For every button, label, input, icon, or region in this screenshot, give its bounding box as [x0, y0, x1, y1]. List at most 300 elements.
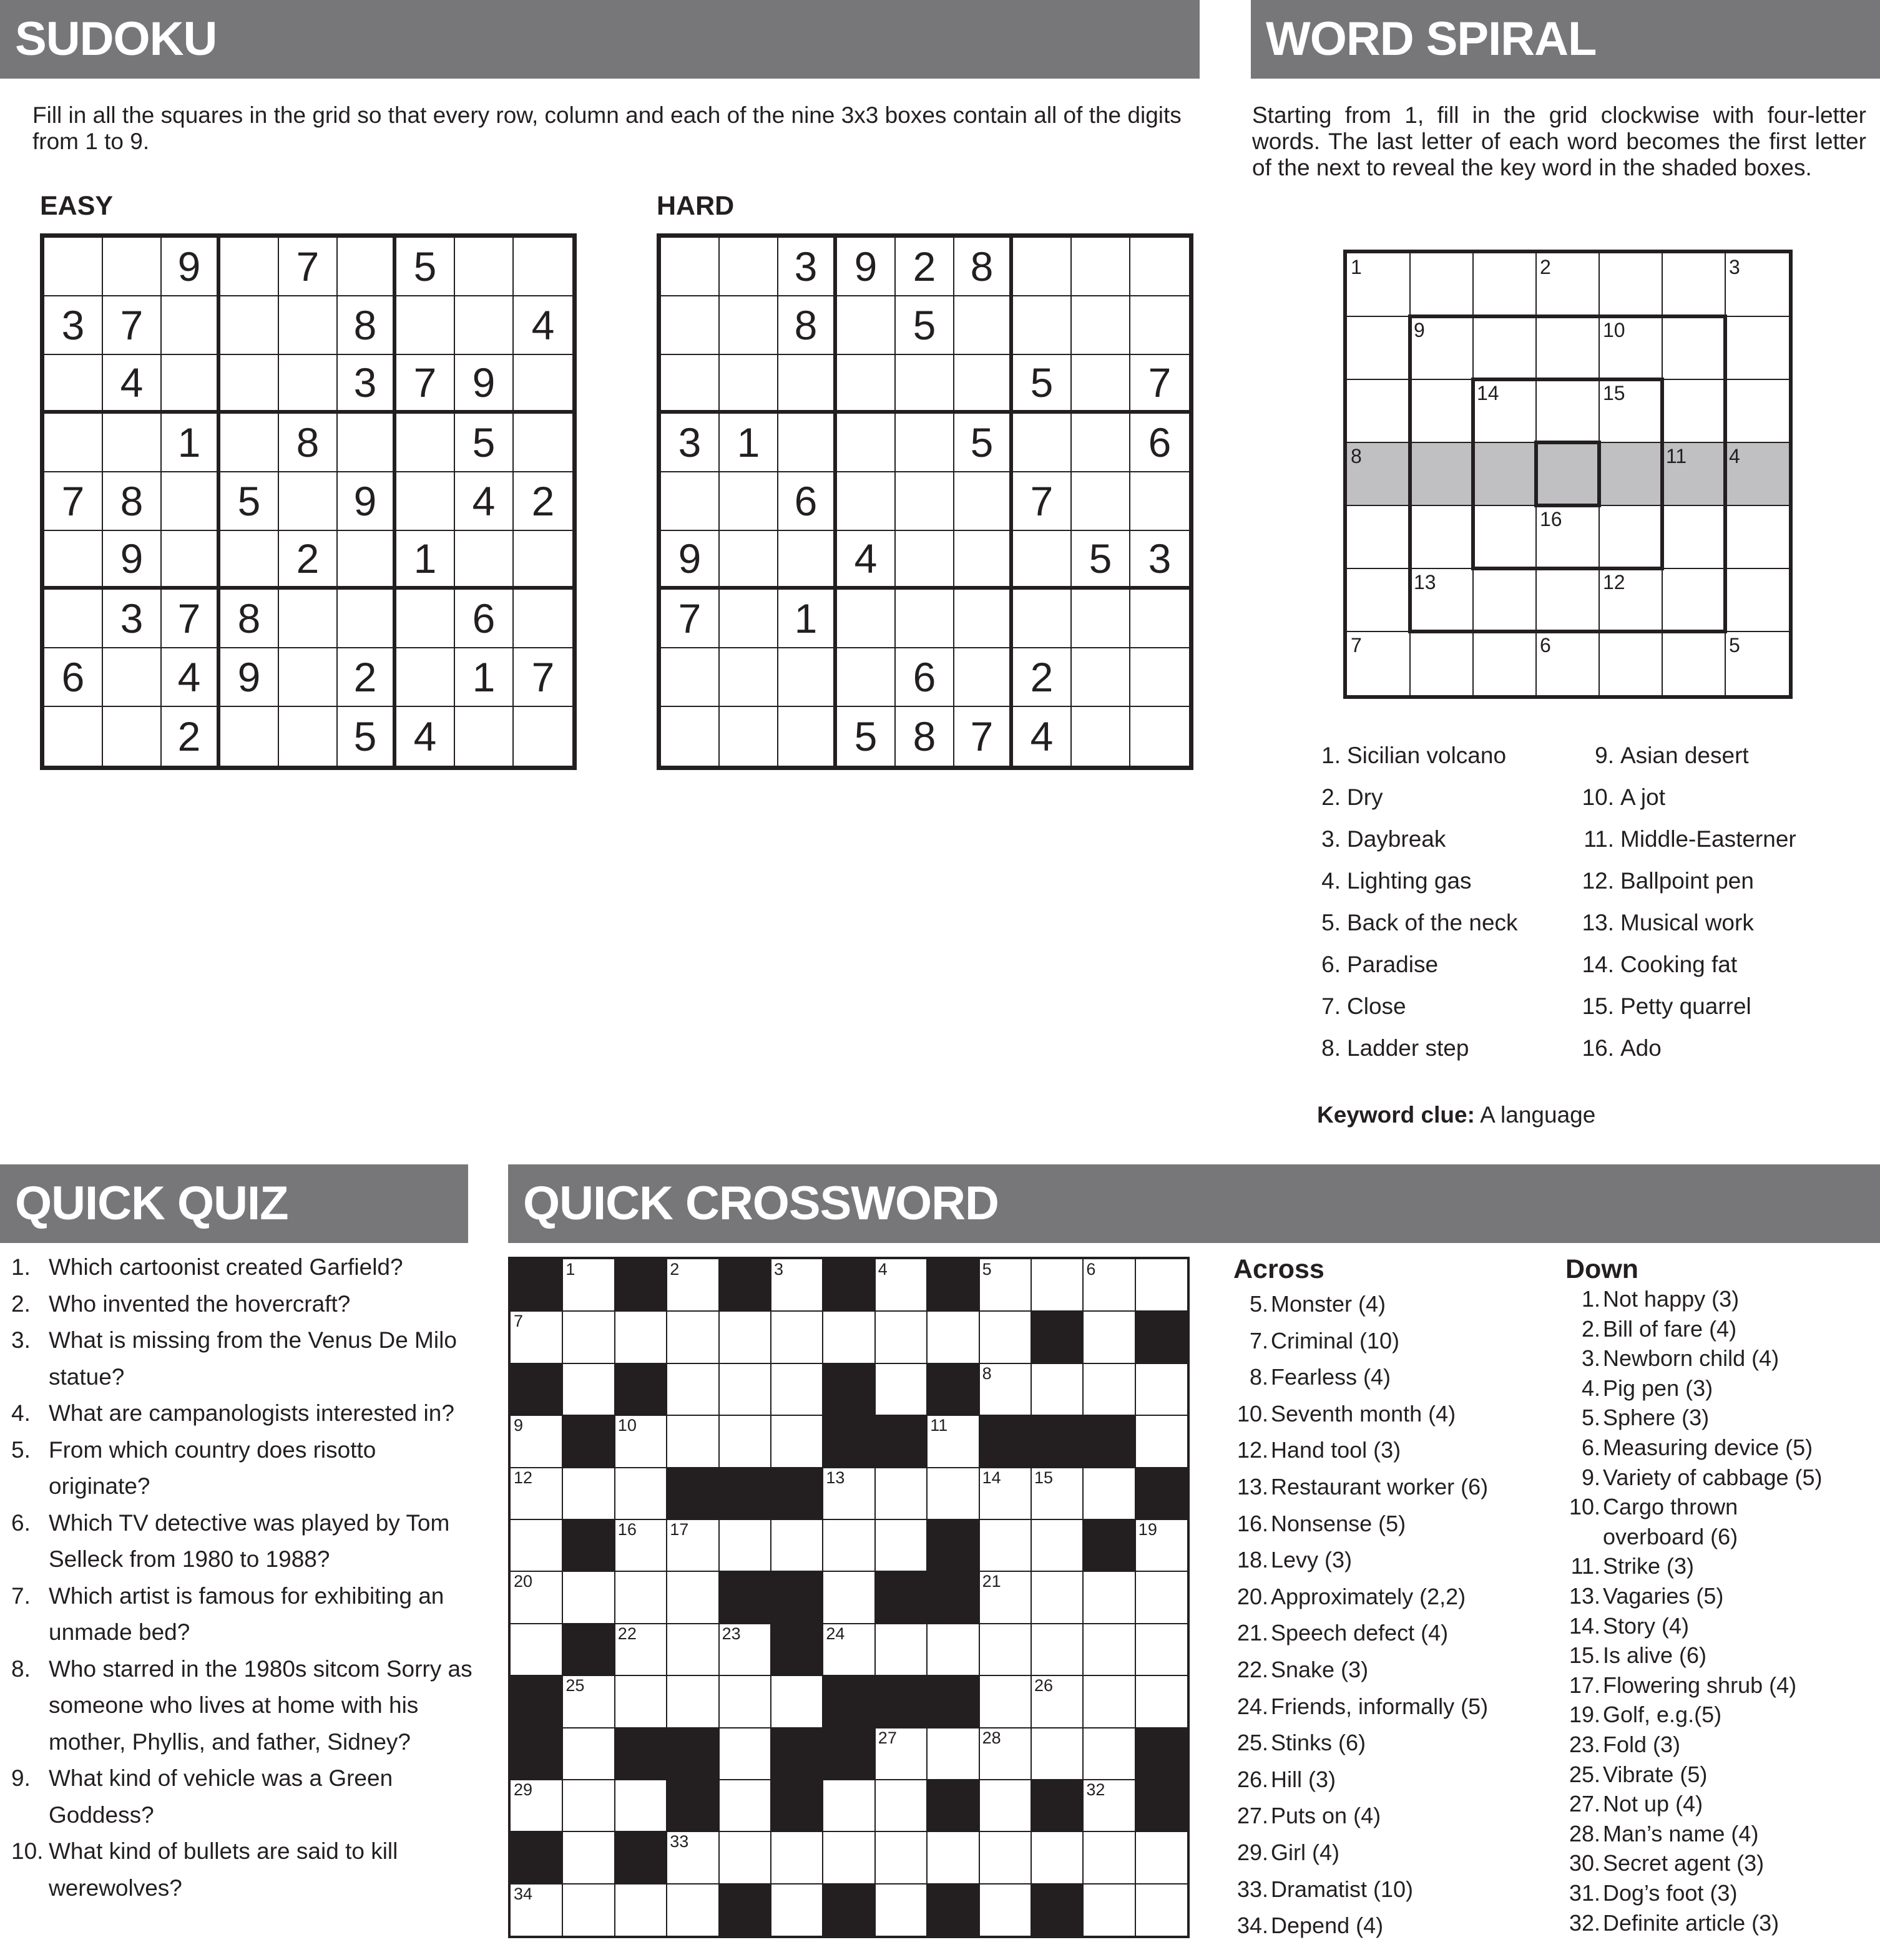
crossword-cell[interactable] — [562, 1468, 615, 1520]
crossword-cell[interactable] — [1031, 1675, 1084, 1728]
spiral-cell[interactable] — [1473, 505, 1536, 568]
sudoku-cell[interactable] — [1072, 296, 1130, 355]
sudoku-cell[interactable] — [720, 238, 778, 296]
sudoku-cell[interactable] — [103, 707, 162, 766]
crossword-cell[interactable] — [771, 1363, 823, 1416]
sudoku-cell[interactable] — [896, 531, 954, 590]
crossword-clue — [1564, 1700, 1721, 1730]
crossword-cell[interactable] — [562, 1884, 615, 1936]
spiral-cell[interactable] — [1347, 379, 1410, 442]
crossword-cell[interactable] — [823, 1831, 875, 1884]
sudoku-cell: 9 — [103, 531, 162, 590]
crossword-cell[interactable] — [511, 1415, 563, 1468]
sudoku-cell[interactable] — [896, 355, 954, 414]
spiral-cell[interactable] — [1473, 631, 1536, 695]
crossword-cell[interactable] — [511, 1468, 563, 1520]
question-text: Who starred in the 1980s sitcom Sorry as someone who lives at home with his mother, Phyllis, and father, Sidney? — [49, 1655, 472, 1755]
crossword-cell[interactable] — [1031, 1519, 1084, 1572]
spiral-cell-number: 14 — [1477, 382, 1499, 404]
question-number: 5. — [11, 1436, 31, 1463]
crossword-cell[interactable] — [615, 1468, 667, 1520]
keyword-clue-text: A language — [1474, 1102, 1596, 1128]
crossword-cell[interactable] — [562, 1675, 615, 1728]
crossword-cell[interactable] — [979, 1519, 1032, 1572]
crossword-cell[interactable] — [927, 1311, 979, 1363]
crossword-cell[interactable] — [1135, 1415, 1188, 1468]
sudoku-cell[interactable] — [396, 472, 455, 531]
sudoku-cell[interactable] — [455, 531, 514, 590]
spiral-cell[interactable] — [1599, 631, 1662, 695]
crossword-cell[interactable] — [979, 1780, 1032, 1832]
crossword-cell[interactable] — [1083, 1468, 1135, 1520]
crossword-cell[interactable] — [771, 1259, 823, 1312]
spiral-cell[interactable] — [1536, 442, 1599, 505]
sudoku-cell: 4 — [103, 355, 162, 414]
spiral-cell[interactable] — [1536, 568, 1599, 631]
spiral-cell[interactable] — [1473, 316, 1536, 379]
sudoku-cell[interactable] — [44, 238, 103, 296]
crossword-cell[interactable] — [1083, 1780, 1135, 1832]
clue-number: 16. — [1582, 1035, 1614, 1061]
crossword-cell[interactable] — [979, 1884, 1032, 1936]
sudoku-cell[interactable] — [44, 414, 103, 472]
spiral-cell[interactable] — [1599, 253, 1662, 316]
crossword-cell[interactable] — [511, 1519, 563, 1572]
crossword-cell[interactable] — [1083, 1728, 1135, 1780]
sudoku-cell[interactable] — [279, 355, 338, 414]
sudoku-cell[interactable] — [220, 238, 279, 296]
crossword-cell-number: 1 — [565, 1260, 575, 1279]
crossword-cell[interactable] — [1031, 1363, 1084, 1416]
crossword-clue — [1564, 1551, 1694, 1581]
sudoku-cell[interactable] — [338, 238, 396, 296]
sudoku-cell[interactable] — [720, 296, 778, 355]
sudoku-cell[interactable] — [220, 414, 279, 472]
sudoku-cell[interactable] — [720, 590, 778, 648]
sudoku-cell[interactable] — [1072, 648, 1130, 707]
sudoku-cell[interactable] — [778, 414, 837, 472]
quiz-question — [11, 1322, 473, 1395]
sudoku-cell[interactable] — [778, 707, 837, 766]
crossword-cell[interactable] — [979, 1571, 1032, 1624]
sudoku-cell[interactable] — [720, 355, 778, 414]
spiral-clue — [1308, 952, 1438, 978]
crossword-cell[interactable] — [562, 1831, 615, 1884]
crossword-cell[interactable] — [1135, 1259, 1188, 1312]
sudoku-cell[interactable] — [720, 472, 778, 531]
sudoku-cell[interactable] — [837, 414, 896, 472]
sudoku-cell: 2 — [162, 707, 220, 766]
crossword-grid — [508, 1257, 1190, 1938]
crossword-cell[interactable] — [1083, 1831, 1135, 1884]
sudoku-cell[interactable] — [954, 472, 1013, 531]
sudoku-cell[interactable] — [896, 472, 954, 531]
sudoku-cell[interactable] — [1130, 472, 1189, 531]
clue-text: Pig pen (3) — [1603, 1375, 1713, 1401]
sudoku-cell[interactable] — [396, 296, 455, 355]
sudoku-instructions: Fill in all the squares in the grid so that every row, column and each of the nine 3x3 boxes contain all of the digits from 1 to 9. — [32, 102, 1182, 154]
crossword-cell[interactable] — [511, 1571, 563, 1624]
sudoku-cell[interactable] — [661, 707, 720, 766]
sudoku-cell[interactable] — [220, 707, 279, 766]
spiral-cell[interactable] — [1725, 316, 1788, 379]
crossword-cell[interactable] — [1135, 1571, 1188, 1624]
crossword-cell[interactable] — [615, 1415, 667, 1468]
crossword-cell[interactable] — [823, 1468, 875, 1520]
spiral-cell[interactable] — [1536, 379, 1599, 442]
sudoku-cell[interactable] — [1130, 707, 1189, 766]
crossword-cell[interactable] — [979, 1728, 1032, 1780]
crossword-cell[interactable] — [615, 1884, 667, 1936]
crossword-cell[interactable] — [615, 1519, 667, 1572]
sudoku-cell[interactable] — [720, 707, 778, 766]
crossword-cell[interactable] — [615, 1311, 667, 1363]
spiral-cell[interactable] — [1473, 442, 1536, 505]
sudoku-cell[interactable] — [396, 414, 455, 472]
sudoku-cell[interactable] — [778, 355, 837, 414]
crossword-cell[interactable] — [667, 1624, 719, 1676]
crossword-cell[interactable] — [511, 1780, 563, 1832]
sudoku-cell[interactable] — [279, 472, 338, 531]
crossword-cell[interactable] — [1135, 1363, 1188, 1416]
crossword-clue — [1564, 1908, 1779, 1938]
crossword-cell[interactable] — [823, 1571, 875, 1624]
sudoku-cell[interactable] — [837, 296, 896, 355]
spiral-cell[interactable] — [1662, 253, 1725, 316]
crossword-cell[interactable] — [1083, 1624, 1135, 1676]
crossword-cell[interactable] — [562, 1728, 615, 1780]
crossword-cell[interactable] — [1031, 1728, 1084, 1780]
crossword-cell[interactable] — [1135, 1675, 1188, 1728]
sudoku-cell[interactable] — [954, 590, 1013, 648]
crossword-cell[interactable] — [979, 1831, 1032, 1884]
crossword-cell[interactable] — [719, 1831, 771, 1884]
spiral-cell[interactable] — [1662, 379, 1725, 442]
crossword-cell[interactable] — [562, 1571, 615, 1624]
crossword-cell[interactable] — [667, 1675, 719, 1728]
crossword-cell[interactable] — [1135, 1831, 1188, 1884]
sudoku-cell[interactable] — [1013, 414, 1072, 472]
sudoku-cell[interactable] — [455, 707, 514, 766]
crossword-cell[interactable] — [875, 1831, 928, 1884]
sudoku-cell[interactable] — [514, 238, 572, 296]
clue-number: 10. — [1569, 1494, 1600, 1520]
crossword-cell[interactable] — [1031, 1468, 1084, 1520]
crossword-cell[interactable] — [667, 1259, 719, 1312]
crossword-cell[interactable] — [875, 1259, 928, 1312]
crossword-cell[interactable] — [1083, 1311, 1135, 1363]
sudoku-cell[interactable] — [455, 238, 514, 296]
spiral-cell[interactable] — [1410, 631, 1473, 695]
crossword-cell[interactable] — [979, 1624, 1032, 1676]
crossword-cell[interactable] — [615, 1571, 667, 1624]
spiral-cell[interactable] — [1473, 253, 1536, 316]
clue-text: Golf, e.g.(5) — [1603, 1702, 1722, 1728]
sudoku-cell[interactable] — [1072, 590, 1130, 648]
crossword-cell[interactable] — [719, 1363, 771, 1416]
crossword-black-square — [615, 1728, 667, 1780]
crossword-cell-number: 12 — [514, 1468, 533, 1487]
crossword-cell[interactable] — [615, 1624, 667, 1676]
spiral-cell[interactable] — [1473, 568, 1536, 631]
sudoku-cell[interactable] — [661, 472, 720, 531]
crossword-cell[interactable] — [719, 1519, 771, 1572]
crossword-black-square — [719, 1884, 771, 1936]
crossword-cell[interactable] — [823, 1624, 875, 1676]
crossword-cell[interactable] — [927, 1831, 979, 1884]
sudoku-cell[interactable] — [1072, 414, 1130, 472]
sudoku-cell: 7 — [279, 238, 338, 296]
spiral-cell[interactable] — [1725, 505, 1788, 568]
spiral-cell[interactable] — [1662, 505, 1725, 568]
spiral-cell[interactable] — [1347, 505, 1410, 568]
crossword-cell[interactable] — [875, 1468, 928, 1520]
down-heading: Down — [1565, 1254, 1639, 1284]
crossword-cell-number: 28 — [982, 1728, 1001, 1747]
sudoku-cell[interactable] — [44, 707, 103, 766]
sudoku-cell[interactable] — [338, 414, 396, 472]
crossword-cell[interactable] — [1031, 1571, 1084, 1624]
crossword-cell[interactable] — [1083, 1571, 1135, 1624]
crossword-cell[interactable] — [562, 1259, 615, 1312]
crossword-cell[interactable] — [667, 1311, 719, 1363]
crossword-cell[interactable] — [667, 1831, 719, 1884]
sudoku-cell[interactable] — [396, 648, 455, 707]
sudoku-cell[interactable] — [837, 648, 896, 707]
sudoku-cell[interactable] — [1130, 296, 1189, 355]
crossword-cell[interactable] — [875, 1363, 928, 1416]
sudoku-cell[interactable] — [220, 531, 279, 590]
sudoku-cell[interactable] — [514, 414, 572, 472]
crossword-cell[interactable] — [927, 1728, 979, 1780]
sudoku-cell[interactable] — [1072, 707, 1130, 766]
clue-text: Friends, informally (5) — [1271, 1693, 1489, 1719]
crossword-cell[interactable] — [1031, 1624, 1084, 1676]
sudoku-cell[interactable] — [778, 531, 837, 590]
spiral-cell[interactable] — [1662, 316, 1725, 379]
sudoku-cell[interactable] — [162, 472, 220, 531]
crossword-black-square — [615, 1831, 667, 1884]
sudoku-cell[interactable] — [1013, 296, 1072, 355]
crossword-cell[interactable] — [771, 1675, 823, 1728]
sudoku-cell[interactable] — [220, 296, 279, 355]
sudoku-cell[interactable] — [162, 355, 220, 414]
sudoku-cell[interactable] — [103, 238, 162, 296]
clue-text: Close — [1347, 993, 1406, 1019]
crossword-cell[interactable] — [511, 1311, 563, 1363]
sudoku-cell[interactable] — [220, 355, 279, 414]
crossword-black-square — [562, 1415, 615, 1468]
sudoku-cell[interactable] — [954, 296, 1013, 355]
sudoku-cell[interactable] — [954, 355, 1013, 414]
spiral-cell[interactable] — [1662, 568, 1725, 631]
spiral-cell[interactable] — [1410, 505, 1473, 568]
sudoku-cell[interactable] — [1072, 238, 1130, 296]
crossword-cell[interactable] — [875, 1624, 928, 1676]
clue-number: 31. — [1569, 1880, 1600, 1906]
spiral-cell[interactable] — [1347, 568, 1410, 631]
crossword-cell[interactable] — [823, 1780, 875, 1832]
sudoku-cell[interactable] — [720, 531, 778, 590]
crossword-cell[interactable] — [1135, 1884, 1188, 1936]
clue-text: Monster (4) — [1271, 1291, 1386, 1317]
crossword-cell[interactable] — [771, 1519, 823, 1572]
sudoku-cell[interactable] — [661, 355, 720, 414]
sudoku-cell[interactable] — [103, 414, 162, 472]
crossword-cell[interactable] — [615, 1780, 667, 1832]
clue-number: 27. — [1236, 1803, 1268, 1829]
crossword-cell[interactable] — [1031, 1259, 1084, 1312]
sudoku-cell: 5 — [1072, 531, 1130, 590]
crossword-cell[interactable] — [667, 1363, 719, 1416]
sudoku-cell[interactable] — [1013, 238, 1072, 296]
sudoku-cell[interactable] — [103, 648, 162, 707]
crossword-cell[interactable] — [771, 1831, 823, 1884]
clue-text: Fearless (4) — [1271, 1364, 1391, 1390]
sudoku-cell[interactable] — [896, 590, 954, 648]
crossword-cell[interactable] — [979, 1675, 1032, 1728]
sudoku-cell[interactable] — [896, 414, 954, 472]
crossword-cell[interactable] — [979, 1363, 1032, 1416]
spiral-cell[interactable] — [1410, 379, 1473, 442]
crossword-cell[interactable] — [823, 1519, 875, 1572]
crossword-cell[interactable] — [927, 1415, 979, 1468]
sudoku-cell[interactable] — [661, 296, 720, 355]
crossword-cell[interactable] — [1031, 1831, 1084, 1884]
crossword-cell[interactable] — [719, 1311, 771, 1363]
crossword-cell[interactable] — [875, 1519, 928, 1572]
crossword-cell[interactable] — [1083, 1363, 1135, 1416]
spiral-cell[interactable] — [1599, 505, 1662, 568]
crossword-cell[interactable] — [1083, 1259, 1135, 1312]
sudoku-cell[interactable] — [1130, 238, 1189, 296]
sudoku-cell: 8 — [220, 590, 279, 648]
crossword-cell[interactable] — [771, 1415, 823, 1468]
clue-text: Cargo thrown — [1603, 1494, 1738, 1520]
sudoku-cell[interactable] — [954, 531, 1013, 590]
spiral-cell[interactable] — [1536, 316, 1599, 379]
crossword-cell[interactable] — [719, 1728, 771, 1780]
clue-text: Nonsense (5) — [1271, 1510, 1406, 1536]
crossword-cell[interactable] — [562, 1311, 615, 1363]
sudoku-cell[interactable] — [514, 590, 572, 648]
crossword-cell[interactable] — [511, 1884, 563, 1936]
crossword-cell[interactable] — [1135, 1519, 1188, 1572]
crossword-cell[interactable] — [719, 1780, 771, 1832]
sudoku-cell[interactable] — [1130, 648, 1189, 707]
clue-number: 12. — [1236, 1437, 1268, 1463]
sudoku-cell[interactable] — [279, 648, 338, 707]
crossword-cell[interactable] — [719, 1675, 771, 1728]
crossword-cell[interactable] — [667, 1884, 719, 1936]
sudoku-cell[interactable] — [162, 296, 220, 355]
sudoku-cell[interactable] — [279, 296, 338, 355]
crossword-cell[interactable] — [667, 1415, 719, 1468]
sudoku-cell[interactable] — [514, 707, 572, 766]
crossword-cell[interactable] — [875, 1780, 928, 1832]
sudoku-cell[interactable] — [162, 531, 220, 590]
crossword-cell[interactable] — [667, 1519, 719, 1572]
sudoku-cell[interactable] — [1072, 355, 1130, 414]
word-spiral-instructions: Starting from 1, fill in the grid clockwise with four-letter words. The last letter of each word becomes the first letter of the next to reveal the key word in the shaded boxes. — [1252, 102, 1866, 180]
crossword-cell[interactable] — [511, 1624, 563, 1676]
sudoku-cell[interactable] — [44, 531, 103, 590]
clue-text: Ladder step — [1347, 1035, 1469, 1061]
clue-text: Lighting gas — [1347, 868, 1472, 894]
sudoku-cell[interactable] — [1072, 472, 1130, 531]
crossword-cell[interactable] — [1083, 1884, 1135, 1936]
crossword-cell[interactable] — [979, 1259, 1032, 1312]
spiral-cell[interactable] — [1347, 316, 1410, 379]
crossword-cell[interactable] — [667, 1571, 719, 1624]
sudoku-cell[interactable] — [279, 707, 338, 766]
spiral-cell[interactable] — [1662, 631, 1725, 695]
quiz-question — [11, 1249, 473, 1286]
crossword-cell[interactable] — [562, 1780, 615, 1832]
sudoku-cell[interactable] — [661, 648, 720, 707]
crossword-cell[interactable] — [823, 1311, 875, 1363]
crossword-cell[interactable] — [719, 1415, 771, 1468]
sudoku-cell[interactable] — [338, 590, 396, 648]
crossword-cell[interactable] — [615, 1675, 667, 1728]
sudoku-cell: 7 — [44, 472, 103, 531]
sudoku-cell[interactable] — [837, 472, 896, 531]
sudoku-cell[interactable] — [338, 531, 396, 590]
sudoku-cell[interactable] — [514, 355, 572, 414]
crossword-cell[interactable] — [1135, 1624, 1188, 1676]
sudoku-cell[interactable] — [514, 531, 572, 590]
crossword-cell[interactable] — [979, 1468, 1032, 1520]
sudoku-cell[interactable] — [720, 648, 778, 707]
sudoku-cell[interactable] — [1013, 590, 1072, 648]
question-text: What kind of bullets are said to kill werewolves? — [49, 1838, 398, 1901]
spiral-cell[interactable] — [1725, 379, 1788, 442]
crossword-cell[interactable] — [771, 1884, 823, 1936]
sudoku-cell[interactable] — [954, 648, 1013, 707]
sudoku-cell[interactable] — [44, 590, 103, 648]
sudoku-cell[interactable] — [837, 355, 896, 414]
sudoku-cell[interactable] — [1013, 531, 1072, 590]
sudoku-cell[interactable] — [396, 590, 455, 648]
crossword-cell[interactable] — [562, 1363, 615, 1416]
spiral-cell[interactable] — [1725, 568, 1788, 631]
crossword-cell[interactable] — [979, 1311, 1032, 1363]
crossword-cell[interactable] — [927, 1468, 979, 1520]
sudoku-cell[interactable] — [1130, 590, 1189, 648]
sudoku-cell[interactable] — [837, 590, 896, 648]
crossword-black-square — [771, 1624, 823, 1676]
sudoku-cell[interactable] — [279, 590, 338, 648]
sudoku-cell[interactable] — [661, 238, 720, 296]
clue-number: 29. — [1236, 1840, 1268, 1865]
crossword-cell[interactable] — [927, 1624, 979, 1676]
crossword-cell[interactable] — [719, 1624, 771, 1676]
spiral-cell[interactable] — [1410, 442, 1473, 505]
crossword-black-square — [875, 1415, 928, 1468]
crossword-cell[interactable] — [875, 1884, 928, 1936]
sudoku-cell[interactable] — [455, 296, 514, 355]
crossword-cell[interactable] — [1083, 1675, 1135, 1728]
clue-text: Newborn child (4) — [1603, 1345, 1780, 1372]
crossword-cell[interactable] — [875, 1311, 928, 1363]
sudoku-cell[interactable] — [44, 355, 103, 414]
crossword-cell[interactable] — [875, 1728, 928, 1780]
spiral-cell[interactable] — [1599, 442, 1662, 505]
crossword-cell-number: 2 — [670, 1260, 680, 1279]
crossword-cell[interactable] — [771, 1311, 823, 1363]
spiral-cell[interactable] — [1410, 253, 1473, 316]
sudoku-cell[interactable] — [778, 648, 837, 707]
